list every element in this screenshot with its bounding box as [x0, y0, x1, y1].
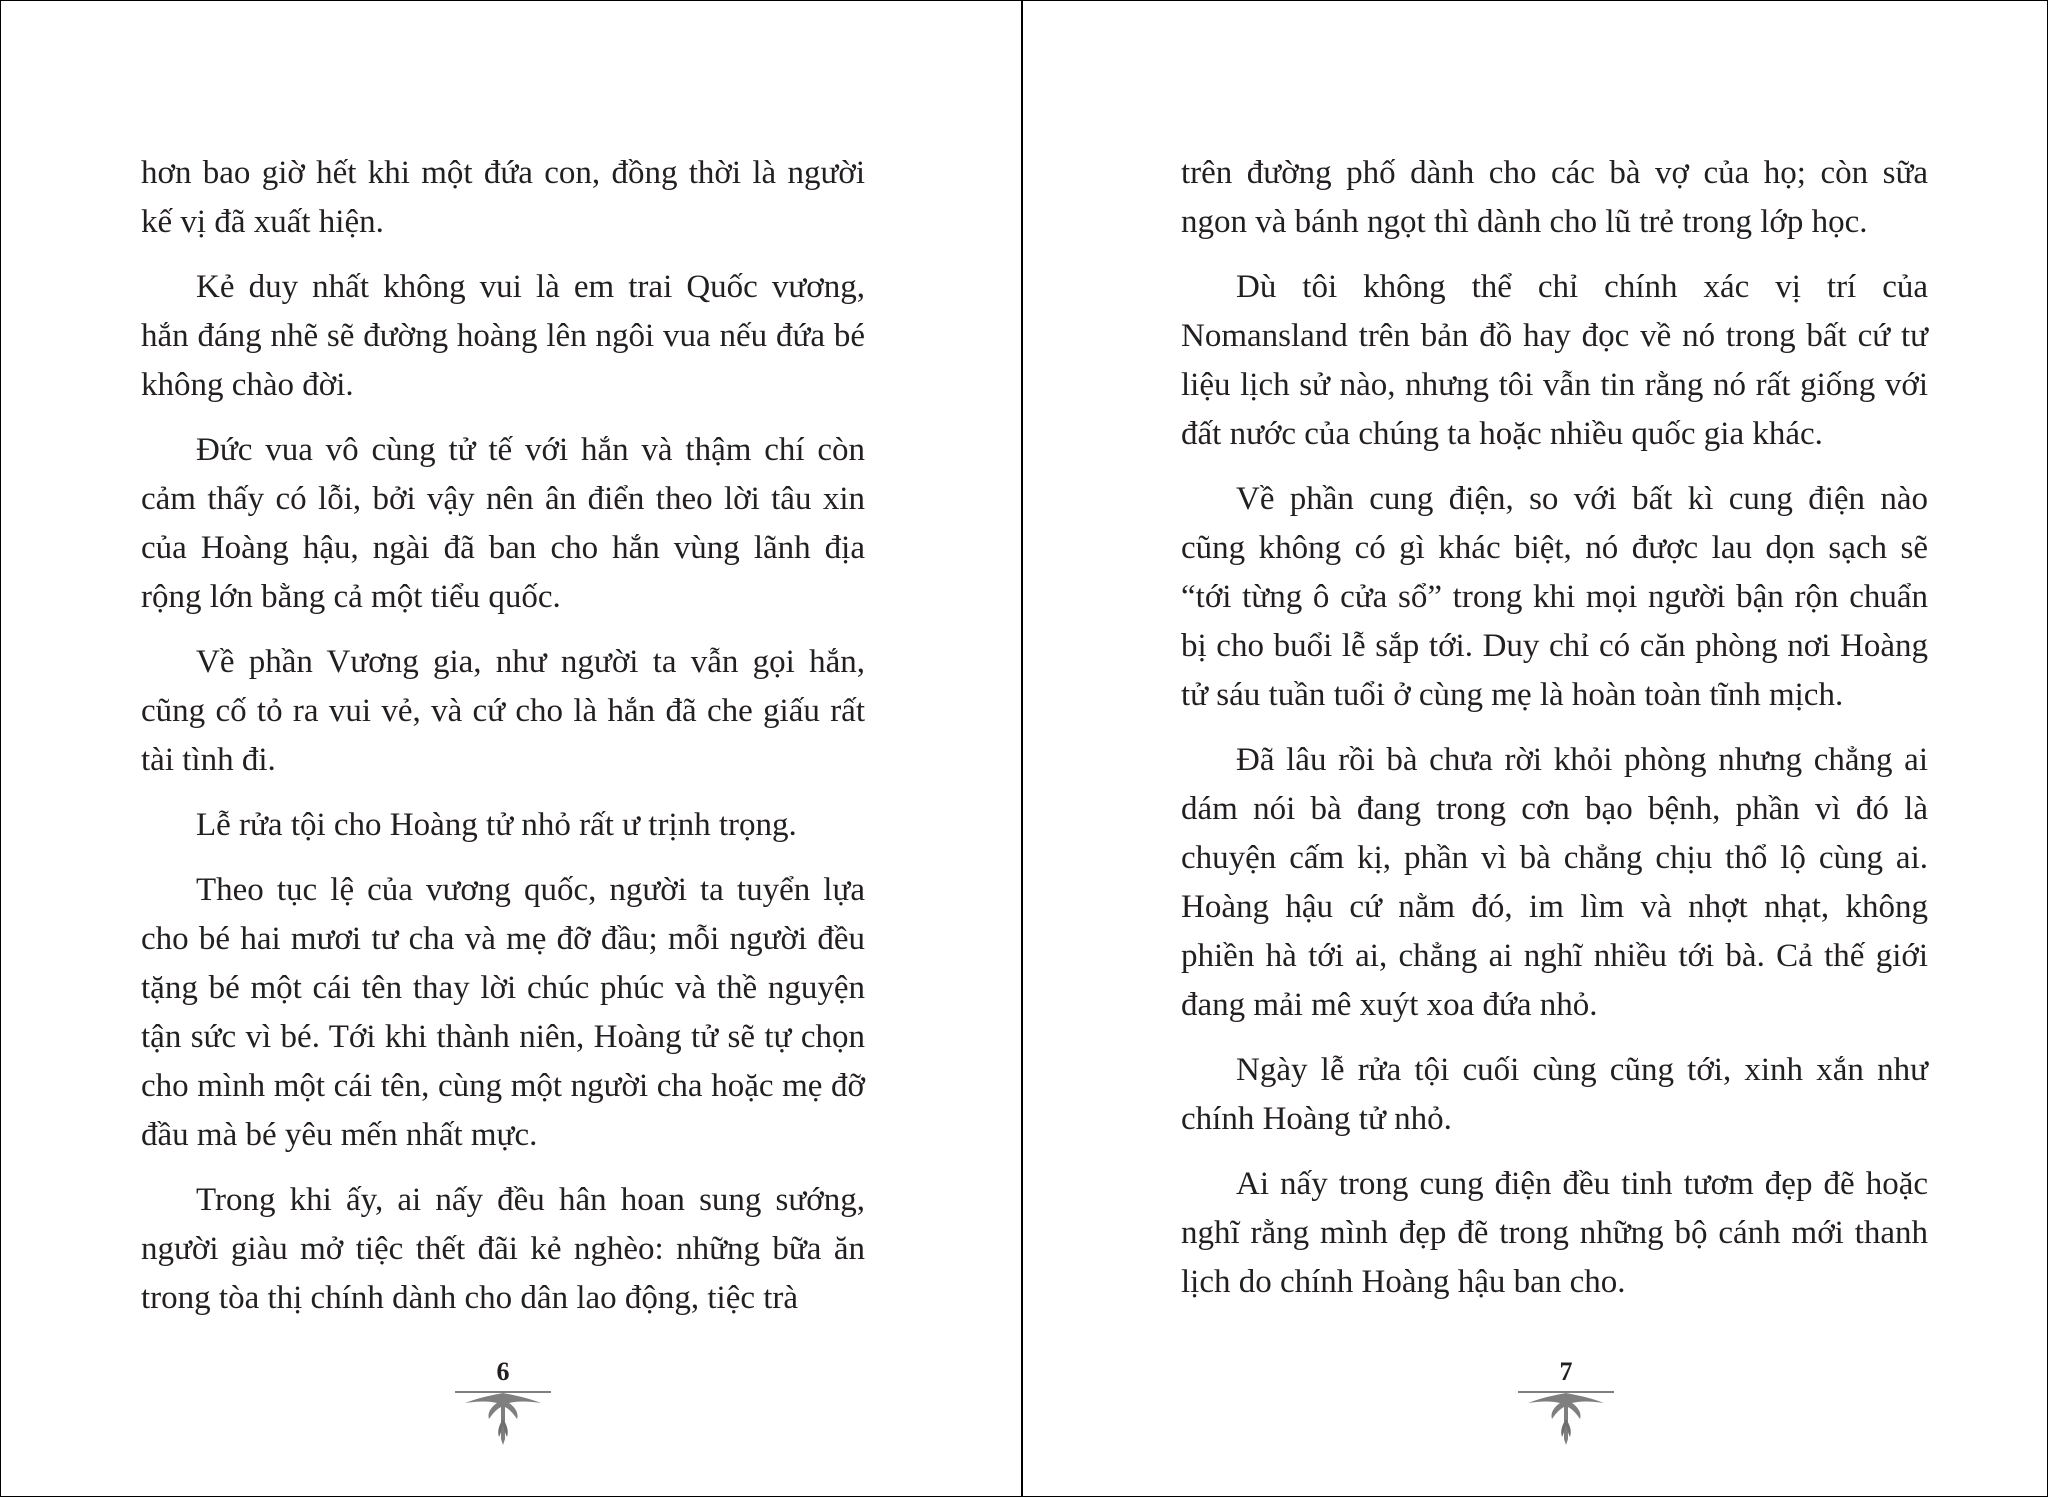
- right-page-text: [1181, 149, 1928, 1323]
- paragraph: Đã lâu rồi bà chưa rời khỏi phòng nhưng chẳng ai dám nói bà đang trong cơn bạo bệnh, phần vì đó là chuyện cấm kị, phần vì bà chẳng chịu thổ lộ cùng ai. Hoàng hậu cứ nằm đó, im lìm và nhợt nhạt, không phiền hà tới ai, chẳng ai nghĩ nhiều tới bà. Cả thế giới đang mải mê xuýt xoa đứa nhỏ.: [1181, 742, 1928, 1023]
- paragraph: Dù tôi không thể chỉ chính xác vị trí của Nomansland trên bản đồ hay đọc về nó trong bất cứ tư liệu lịch sử nào, nhưng tôi vẫn tin rằng nó rất giống với đất nước của chúng ta hoặc nhiều quốc gia khác.: [1181, 269, 1928, 452]
- right-page: [1023, 1, 2045, 1496]
- page-number: 6: [496, 1357, 510, 1386]
- page-number: 7: [1559, 1357, 1573, 1386]
- page-number-block: [1496, 1357, 1636, 1447]
- fleuron-ornament-icon: [453, 1389, 553, 1447]
- paragraph: Ai nấy trong cung điện đều tinh tươm đẹp đẽ hoặc nghĩ rằng mình đẹp đẽ trong những bộ cánh mới thanh lịch do chính Hoàng hậu ban cho.: [1181, 1166, 1928, 1300]
- paragraph: Về phần Vương gia, như người ta vẫn gọi hắn, cũng cố tỏ ra vui vẻ, và cứ cho là hắn đã che giấu rất tài tình đi.: [141, 644, 865, 778]
- paragraph: hơn bao giờ hết khi một đứa con, đồng thời là người kế vị đã xuất hiện.: [141, 155, 865, 240]
- paragraph: trên đường phố dành cho các bà vợ của họ; còn sữa ngon và bánh ngọt thì dành cho lũ trẻ trong lớp học.: [1181, 155, 1928, 240]
- left-page: [1, 1, 1023, 1496]
- paragraph: Đức vua vô cùng tử tế với hắn và thậm chí còn cảm thấy có lỗi, bởi vậy nên ân điển theo lời tâu xin của Hoàng hậu, ngài đã ban cho hắn vùng lãnh địa rộng lớn bằng cả một tiểu quốc.: [141, 432, 865, 615]
- left-page-text: [141, 149, 865, 1339]
- paragraph: Lễ rửa tội cho Hoàng tử nhỏ rất ư trịnh trọng.: [196, 807, 797, 843]
- paragraph: Về phần cung điện, so với bất kì cung điện nào cũng không có gì khác biệt, nó được lau dọn sạch sẽ “tới từng ô cửa sổ” trong khi mọi người bận rộn chuẩn bị cho buổi lễ sắp tới. Duy chỉ có căn phòng nơi Hoàng tử sáu tuần tuổi ở cùng mẹ là hoàn toàn tĩnh mịch.: [1181, 481, 1928, 713]
- paragraph: Ngày lễ rửa tội cuối cùng cũng tới, xinh xắn như chính Hoàng tử nhỏ.: [1181, 1052, 1928, 1137]
- paragraph: Trong khi ấy, ai nấy đều hân hoan sung sướng, người giàu mở tiệc thết đãi kẻ nghèo: những bữa ăn trong tòa thị chính dành cho dân lao động, tiệc trà: [141, 1182, 865, 1316]
- page-number-block: [433, 1357, 573, 1447]
- fleuron-ornament-icon: [1516, 1389, 1616, 1447]
- paragraph: Theo tục lệ của vương quốc, người ta tuyển lựa cho bé hai mươi tư cha và mẹ đỡ đầu; mỗi người đều tặng bé một cái tên thay lời chúc phúc và thề nguyện tận sức vì bé. Tới khi thành niên, Hoàng tử sẽ tự chọn cho mình một cái tên, cùng một người cha hoặc mẹ đỡ đầu mà bé yêu mến nhất mực.: [141, 872, 865, 1153]
- paragraph: Kẻ duy nhất không vui là em trai Quốc vương, hắn đáng nhẽ sẽ đường hoàng lên ngôi vua nếu đứa bé không chào đời.: [141, 269, 865, 403]
